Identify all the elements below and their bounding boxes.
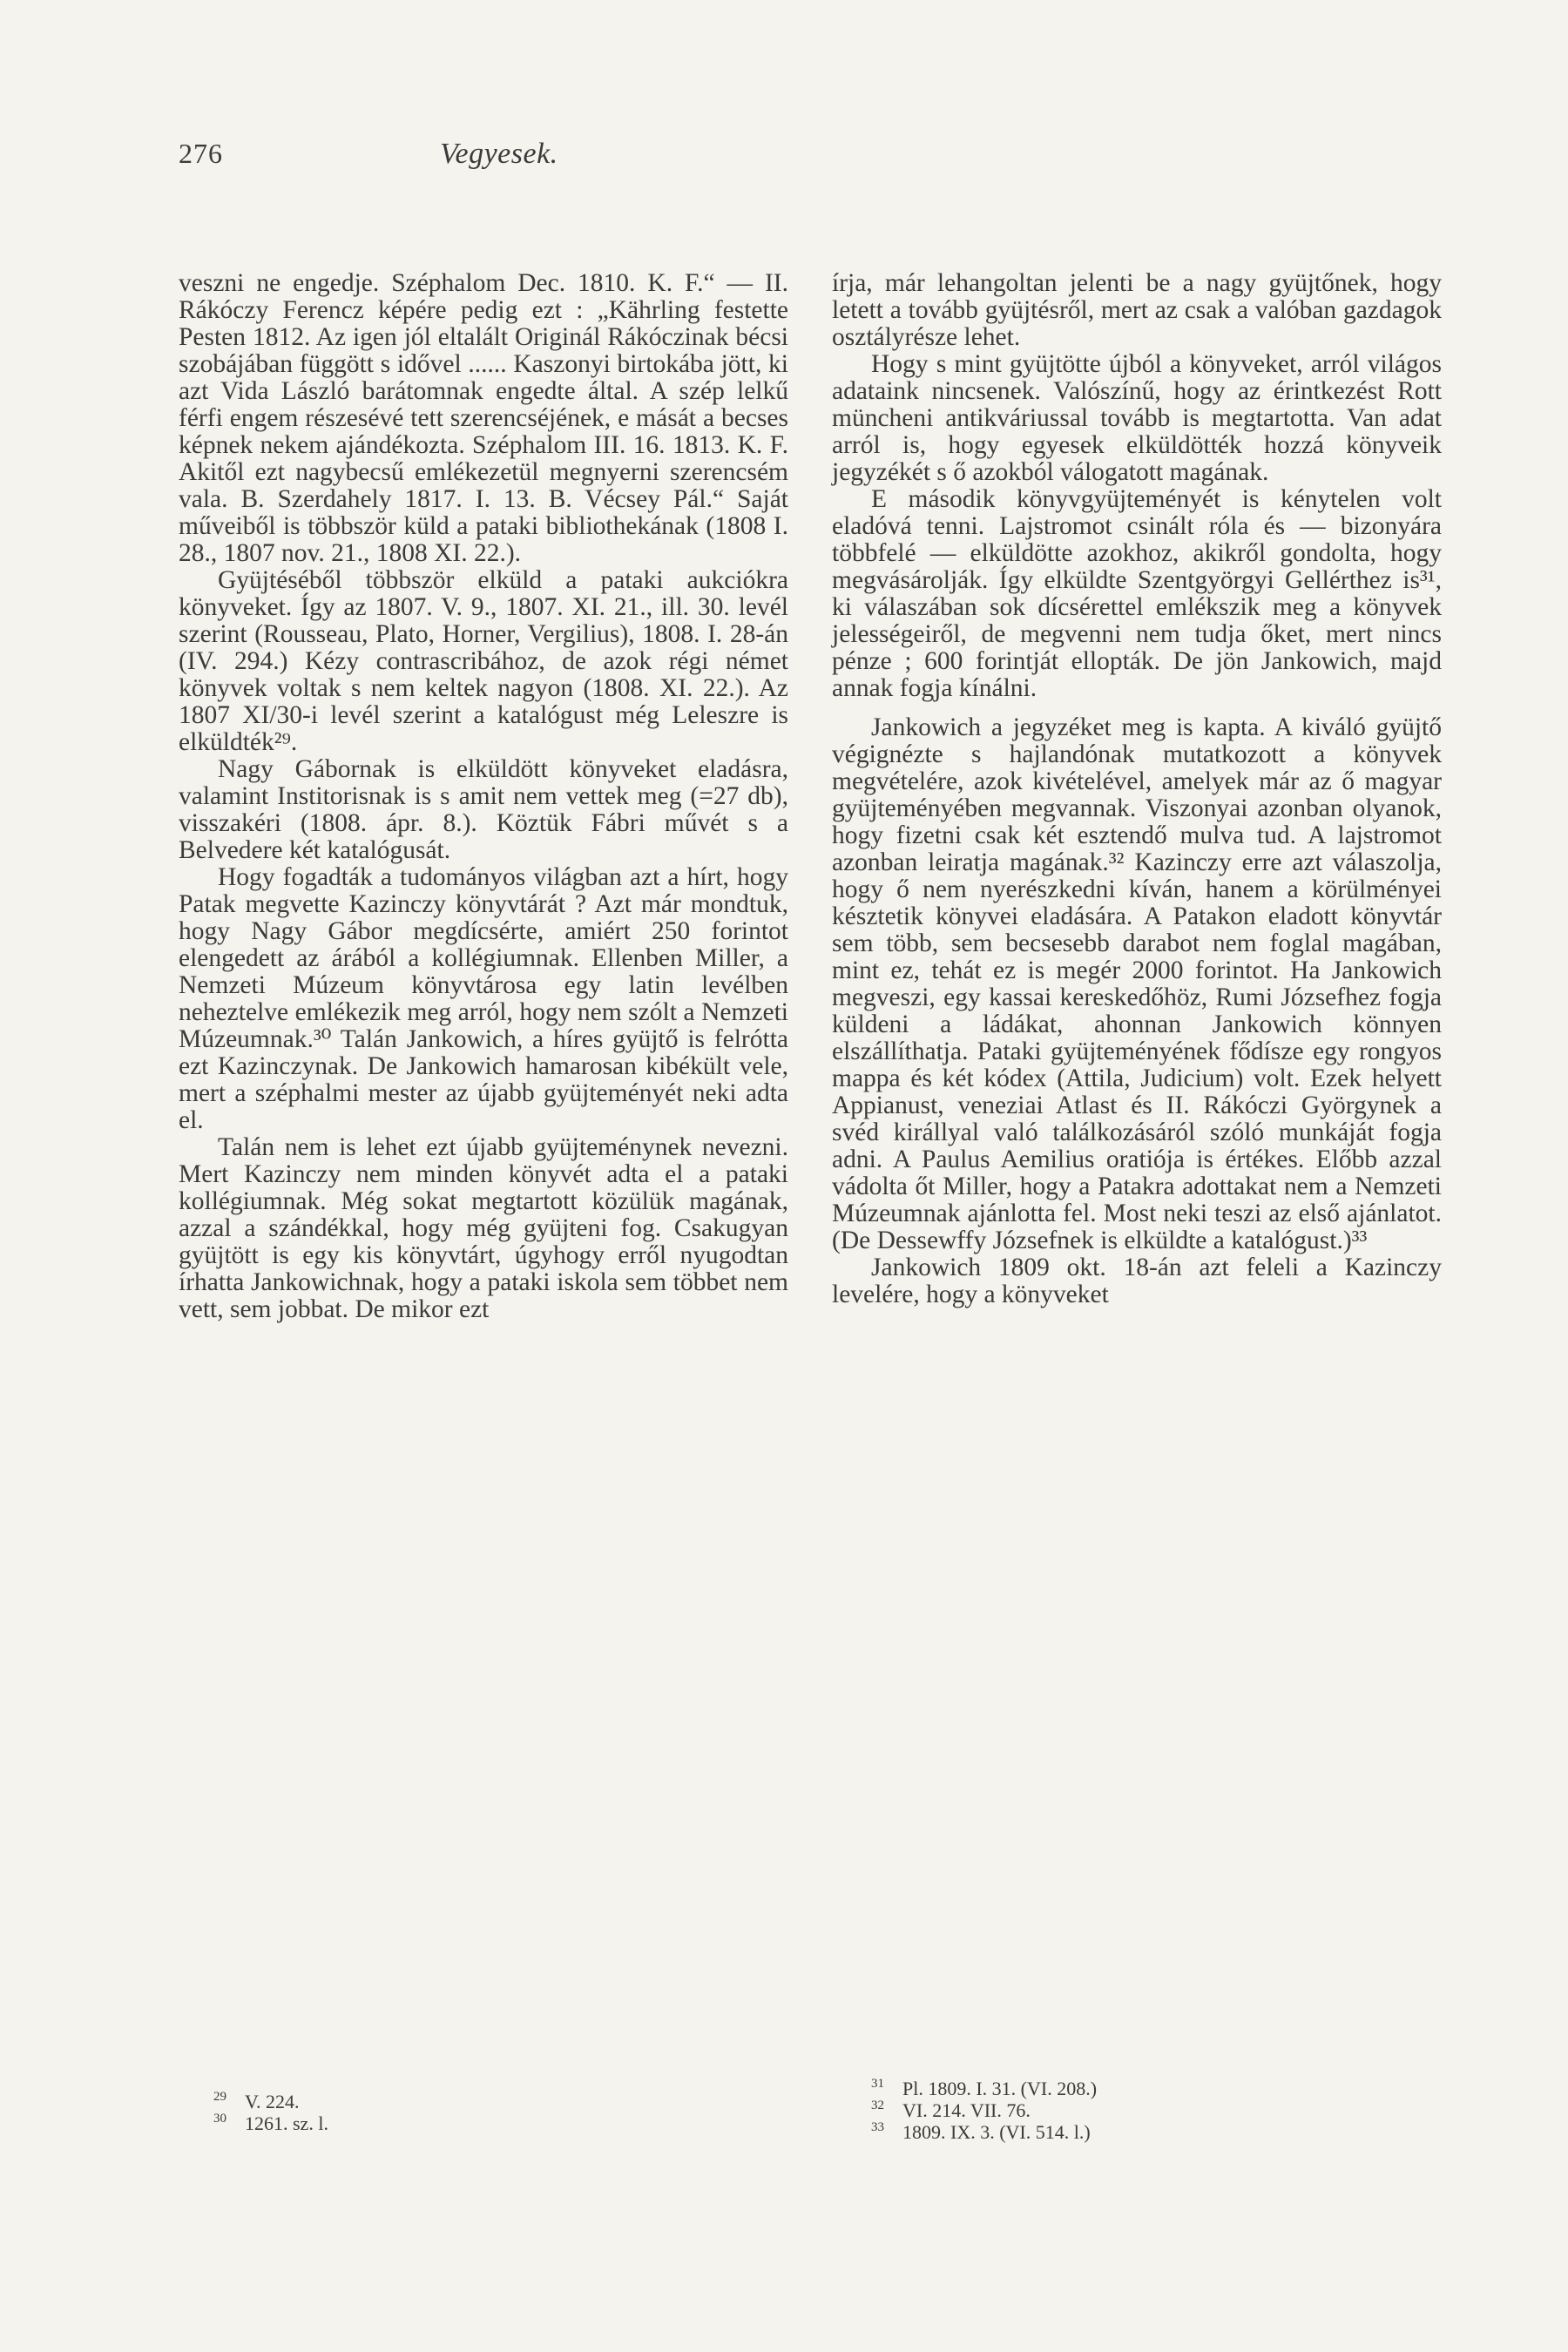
footnote-mark: 33 bbox=[871, 2120, 884, 2134]
footnote-mark: 30 bbox=[213, 2112, 226, 2126]
footnote bbox=[213, 2091, 649, 2112]
paragraph: írja, már lehangoltan jelenti be a nagy gyüjtőnek, hogy letett a tovább gyüjtésről, mert az csak a valóban gazdagok osztályrésze lehet. bbox=[832, 269, 1442, 351]
footnote-text: 1261. sz. l. bbox=[245, 2112, 328, 2134]
paragraph: Jankowich 1809 okt. 18-án azt feleli a Kazinczy levelére, hogy a könyveket bbox=[832, 1254, 1442, 1308]
footnote-text: VI. 214. VII. 76. bbox=[902, 2099, 1031, 2121]
paragraph: Jankowich a jegyzéket meg is kapta. A kiváló gyüjtő végignézte s hajlandónak mutatkozott a könyvek megvételére, azok kivételével, amelyek már az ő magyar gyüjteményében megvannak. Viszonyai azonban olyanok, hogy fizetni csak két esztendő mulva tud. A lajstromot azonban leiratja magának.³² Kazinczy erre azt válaszolja, hogy ő nem nyerészkedni kíván, hanem a körülményei késztetik könyvei eladására. A Patakon eladott könyvtár sem több, sem becsesebb darabot nem foglal magában, mint ez, tehát ez is megér 2000 forintot. Ha Jankowich megveszi, egy kassai kereskedőhöz, Rumi Józsefhez fogja küldeni a ládákat, ahonnan Jankowich könnyen elszállíthatja. Pataki gyüjteményének fődísze egy rongyos mappa és két kódex (Attila, Judicium) volt. Ezek helyett Appianust, veneziai Atlast és II. Rákóczi Györgynek a svéd királlyal való találkozásáról szóló munkáját fogja adni. A Paulus Aemilius oratiója is értékes. Előbb azzal vádolta őt Miller, hogy a Patakra adottakat nem a Nemzeti Múzeumnak ajánlotta fel. Most neki teszi az első ajánlatot. (De Dessewffy Józsefnek is elküldte a katalógust.)³³ bbox=[832, 713, 1442, 1254]
footnote-text: 1809. IX. 3. (VI. 514. l.) bbox=[902, 2121, 1091, 2143]
paragraph: E második könyvgyüjteményét is kénytelen volt eladóvá tenni. Lajstromot csinált róla és — bizonyára többfelé — elküldötte azokhoz, akikről gondolta, hogy megvásárolják. Így elküldte Szentgyörgyi Gellérthez is³¹, ki válaszában sok dícsérettel emlékszik meg a könyvek jelességeiről, de megvenni nem tudja őket, mert nincs pénze ; 600 forintját ellopták. De jön Jankowich, majd annak fogja kínálni. bbox=[832, 485, 1442, 702]
paragraph: Hogy s mint gyüjtötte újból a könyveket, arról világos adataink nincsenek. Valószínű, hogy az érintkezést Rott müncheni antikváriussal tovább is megtartotta. Van adat arról is, hogy egyesek elküldötték hozzá könyveik jegyzékét s ő azokból válogatott magának. bbox=[832, 350, 1442, 486]
footnote-mark: 31 bbox=[871, 2077, 884, 2091]
footnote-mark: 32 bbox=[871, 2099, 884, 2112]
footnote bbox=[871, 2078, 1359, 2099]
footnote bbox=[871, 2099, 1359, 2121]
paragraph: veszni ne engedje. Széphalom Dec. 1810. K. F.“ — II. Rákóczy Ferencz képére pedig ezt : „Kährling festette Pesten 1812. Az igen jól eltalált Originál Rákóczinak bécsi szobájában függött s idővel ...... Kaszonyi birtokába jött, ki azt Vida László barátomnak engedte által. A szép lelkű férfi engem részesévé tett szerencséjének, e mását a becses képnek nekem ajándékozta. Széphalom III. 16. 1813. K. F. Akitől ezt nagybecsű emlékezetül megnyerni szerencsém vala. B. Szerdahely 1817. I. 13. B. Vécsey Pál.“ Saját műveiből is többször küld a pataki bibliothekának (1808 I. 28., 1807 nov. 21., 1808 XI. 22.). bbox=[179, 269, 788, 567]
paragraph: Hogy fogadták a tudományos világban azt a hírt, hogy Patak megvette Kazinczy könyvtárát ? Azt már mondtuk, hogy Nagy Gábor megdícsérte, amiért 250 forintot elengedett az árából a kollégiumnak. Ellenben Miller, a Nemzeti Múzeum könyvtárosa egy latin levélben neheztelve emlékezik meg arról, hogy nem szólt a Nemzeti Múzeumnak.³⁰ Talán Jankowich, a híres gyüjtő is felrótta ezt Kazinczynak. De Jankowich hamarosan kibékült vele, mert a széphalmi mester az újabb gyüjteményét neki adta el. bbox=[179, 863, 788, 1134]
paragraph: Talán nem is lehet ezt újabb gyüjteménynek nevezni. Mert Kazinczy nem minden könyvét adta el a pataki kollégiumnak. Még sokat megtartott közülük magának, azzal a szándékkal, hogy még gyüjteni fog. Csakugyan gyüjtött is egy kis könyvtárt, úgyhogy erről nyugodtan írhatta Jankowichnak, hogy a pataki iskola sem többet nem vett, sem jobbat. De mikor ezt bbox=[179, 1133, 788, 1323]
paragraph: Nagy Gábornak is elküldött könyveket eladásra, valamint Institorisnak is s amit nem vettek meg (=27 db), visszakéri (1808. ápr. 8.). Köztük Fábri művét s a Belvedere két katalógusát. bbox=[179, 755, 788, 864]
footnote-mark: 29 bbox=[213, 2090, 226, 2104]
footnote-text: Pl. 1809. I. 31. (VI. 208.) bbox=[902, 2078, 1098, 2099]
paragraph: Gyüjtéséből többször elküld a pataki aukciókra könyveket. Így az 1807. V. 9., 1807. XI. 21., ill. 30. levél szerint (Rousseau, Plato, Horner, Vergilius), 1808. I. 28-án (IV. 294.) Kézy contrascribához, de azok régi német könyvek voltak s nem keltek nagyon (1808. XI. 22.). Az 1807 XI/30-i levél szerint a katalógust még Leleszre is elküldték²⁹. bbox=[179, 566, 788, 756]
footnote-text: V. 224. bbox=[245, 2091, 300, 2112]
right-column bbox=[832, 270, 1442, 1308]
left-column bbox=[179, 270, 788, 1323]
page-header bbox=[179, 138, 936, 171]
footnote bbox=[871, 2121, 1359, 2143]
page-number: 276 bbox=[179, 138, 223, 169]
running-head: Vegyesek. bbox=[440, 138, 558, 170]
footnotes-left bbox=[213, 2091, 649, 2134]
footnotes-right bbox=[871, 2078, 1359, 2143]
footnote bbox=[213, 2112, 649, 2134]
